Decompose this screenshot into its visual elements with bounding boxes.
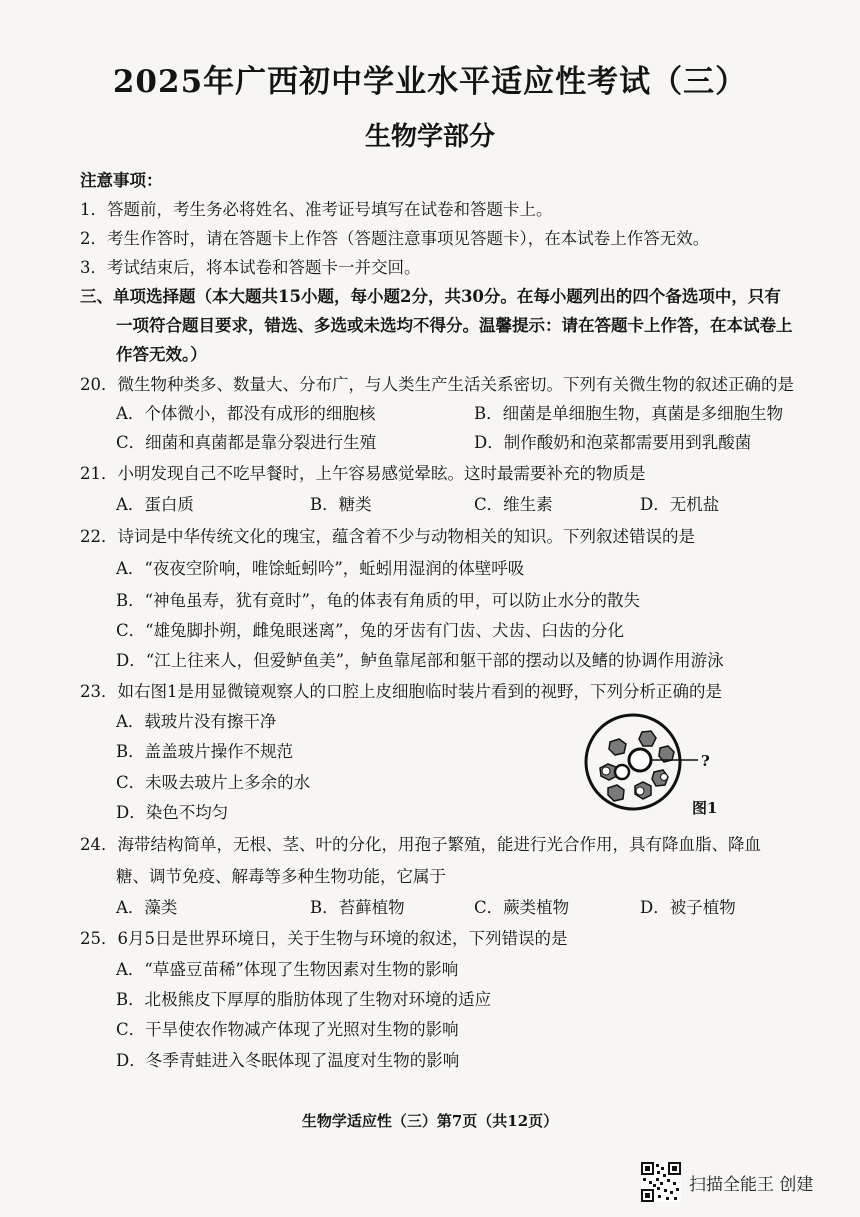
option-a: A．载玻片没有擦干净 — [116, 712, 277, 731]
option-d: D．冬季青蛙进入冬眠体现了温度对生物的影响 — [116, 1051, 460, 1070]
option-d: D．无机盐 — [640, 495, 720, 514]
option-d: D．染色不均匀 — [116, 803, 229, 822]
pointer-label: ? — [701, 752, 710, 770]
option-c: C．干旱使农作物减产体现了光照对生物的影响 — [116, 1020, 459, 1039]
option-b: B．糖类 — [310, 495, 372, 514]
watermark-text: 扫描全能王 创建 — [689, 1174, 814, 1195]
notice-heading: 注意事项： — [80, 171, 163, 190]
option-d: D．“江上往来人，但爱鲈鱼美”，鲈鱼靠尾部和躯干部的摆动以及鳍的协调作用游泳 — [116, 651, 724, 670]
option-a: A．“夜夜空阶响，唯馀蚯蚓吟”，蚯蚓用湿润的体壁呼吸 — [116, 559, 525, 578]
air-bubble — [615, 765, 629, 779]
option-c: C．未吸去玻片上多余的水 — [116, 773, 311, 792]
option-b: B．“神龟虽寿，犹有竟时”，龟的体表有角质的甲，可以防止水分的散失 — [116, 591, 640, 610]
option-a: A．“草盛豆苗稀”体现了生物因素对生物的影响 — [116, 960, 459, 979]
exam-subtitle: 生物学部分 — [364, 122, 495, 152]
option-b: B．苔藓植物 — [310, 898, 405, 917]
section-heading: 作答无效。） — [116, 345, 207, 364]
option-a: A．藻类 — [116, 898, 178, 917]
option-d: D．制作酸奶和泡菜都需要用到乳酸菌 — [474, 433, 752, 452]
section-heading: 三、单项选择题（本大题共15小题，每小题2分，共30分。在每小题列出的四个备选项中，只有 — [80, 287, 781, 306]
section-heading: 一项符合题目要求，错选、多选或未选均不得分。温馨提示：请在答题卡上作答，在本试卷上 — [116, 316, 793, 335]
option-c: C．“雄兔脚扑朔，雌兔眼迷离”，兔的牙齿有门齿、犬齿、臼齿的分化 — [116, 621, 624, 640]
option-a: A．个体微小，都没有成形的细胞核 — [116, 404, 376, 423]
option-a: A．蛋白质 — [116, 495, 194, 514]
option-b: B．细菌是单细胞生物，真菌是多细胞生物 — [474, 404, 784, 423]
question-stem: 糖、调节免疫、解毒等多种生物功能，它属于 — [116, 867, 446, 886]
question-stem: 22．诗词是中华传统文化的瑰宝，蕴含着不少与动物相关的知识。下列叙述错误的是 — [80, 527, 695, 546]
question-stem: 24．海带结构简单，无根、茎、叶的分化，用孢子繁殖，能进行光合作用，具有降血脂、降血 — [80, 835, 761, 854]
question-stem: 25．6月5日是世界环境日，关于生物与环境的叙述，下列错误的是 — [80, 929, 568, 948]
notice-item: 2．考生作答时，请在答题卡上作答（答题注意事项见答题卡），在本试卷上作答无效。 — [80, 229, 710, 248]
air-bubble — [629, 749, 651, 771]
notice-item: 3．考试结束后，将本试卷和答题卡一并交回。 — [80, 258, 421, 277]
scanner-watermark — [641, 1162, 813, 1202]
option-b: B．北极熊皮下厚厚的脂肪体现了生物对环境的适应 — [116, 990, 492, 1009]
option-c: C．细菌和真菌都是靠分裂进行生殖 — [116, 433, 377, 452]
option-c: C．蕨类植物 — [474, 898, 570, 917]
notice-item: 1．答题前，考生务必将姓名、准考证号填写在试卷和答题卡上。 — [80, 200, 553, 219]
exam-title: 2025年广西初中学业水平适应性考试（三） — [112, 64, 748, 100]
option-c: C．维生素 — [474, 495, 553, 514]
question-stem: 23．如右图1是用显微镜观察人的口腔上皮细胞临时装片看到的视野，下列分析正确的是 — [80, 682, 722, 701]
page-footer: 生物学适应性（三）第7页（共12页） — [301, 1112, 559, 1130]
question-stem: 21．小明发现自己不吃早餐时，上午容易感觉晕眩。这时最需要补充的物质是 — [80, 464, 646, 483]
option-d: D．被子植物 — [640, 898, 736, 917]
question-stem: 20．微生物种类多、数量大、分布广，与人类生产生活关系密切。下列有关微生物的叙述正确的是 — [80, 375, 794, 394]
qr-code-icon — [641, 1162, 681, 1202]
figure-label: 图1 — [692, 799, 718, 817]
option-b: B．盖盖玻片操作不规范 — [116, 742, 294, 761]
